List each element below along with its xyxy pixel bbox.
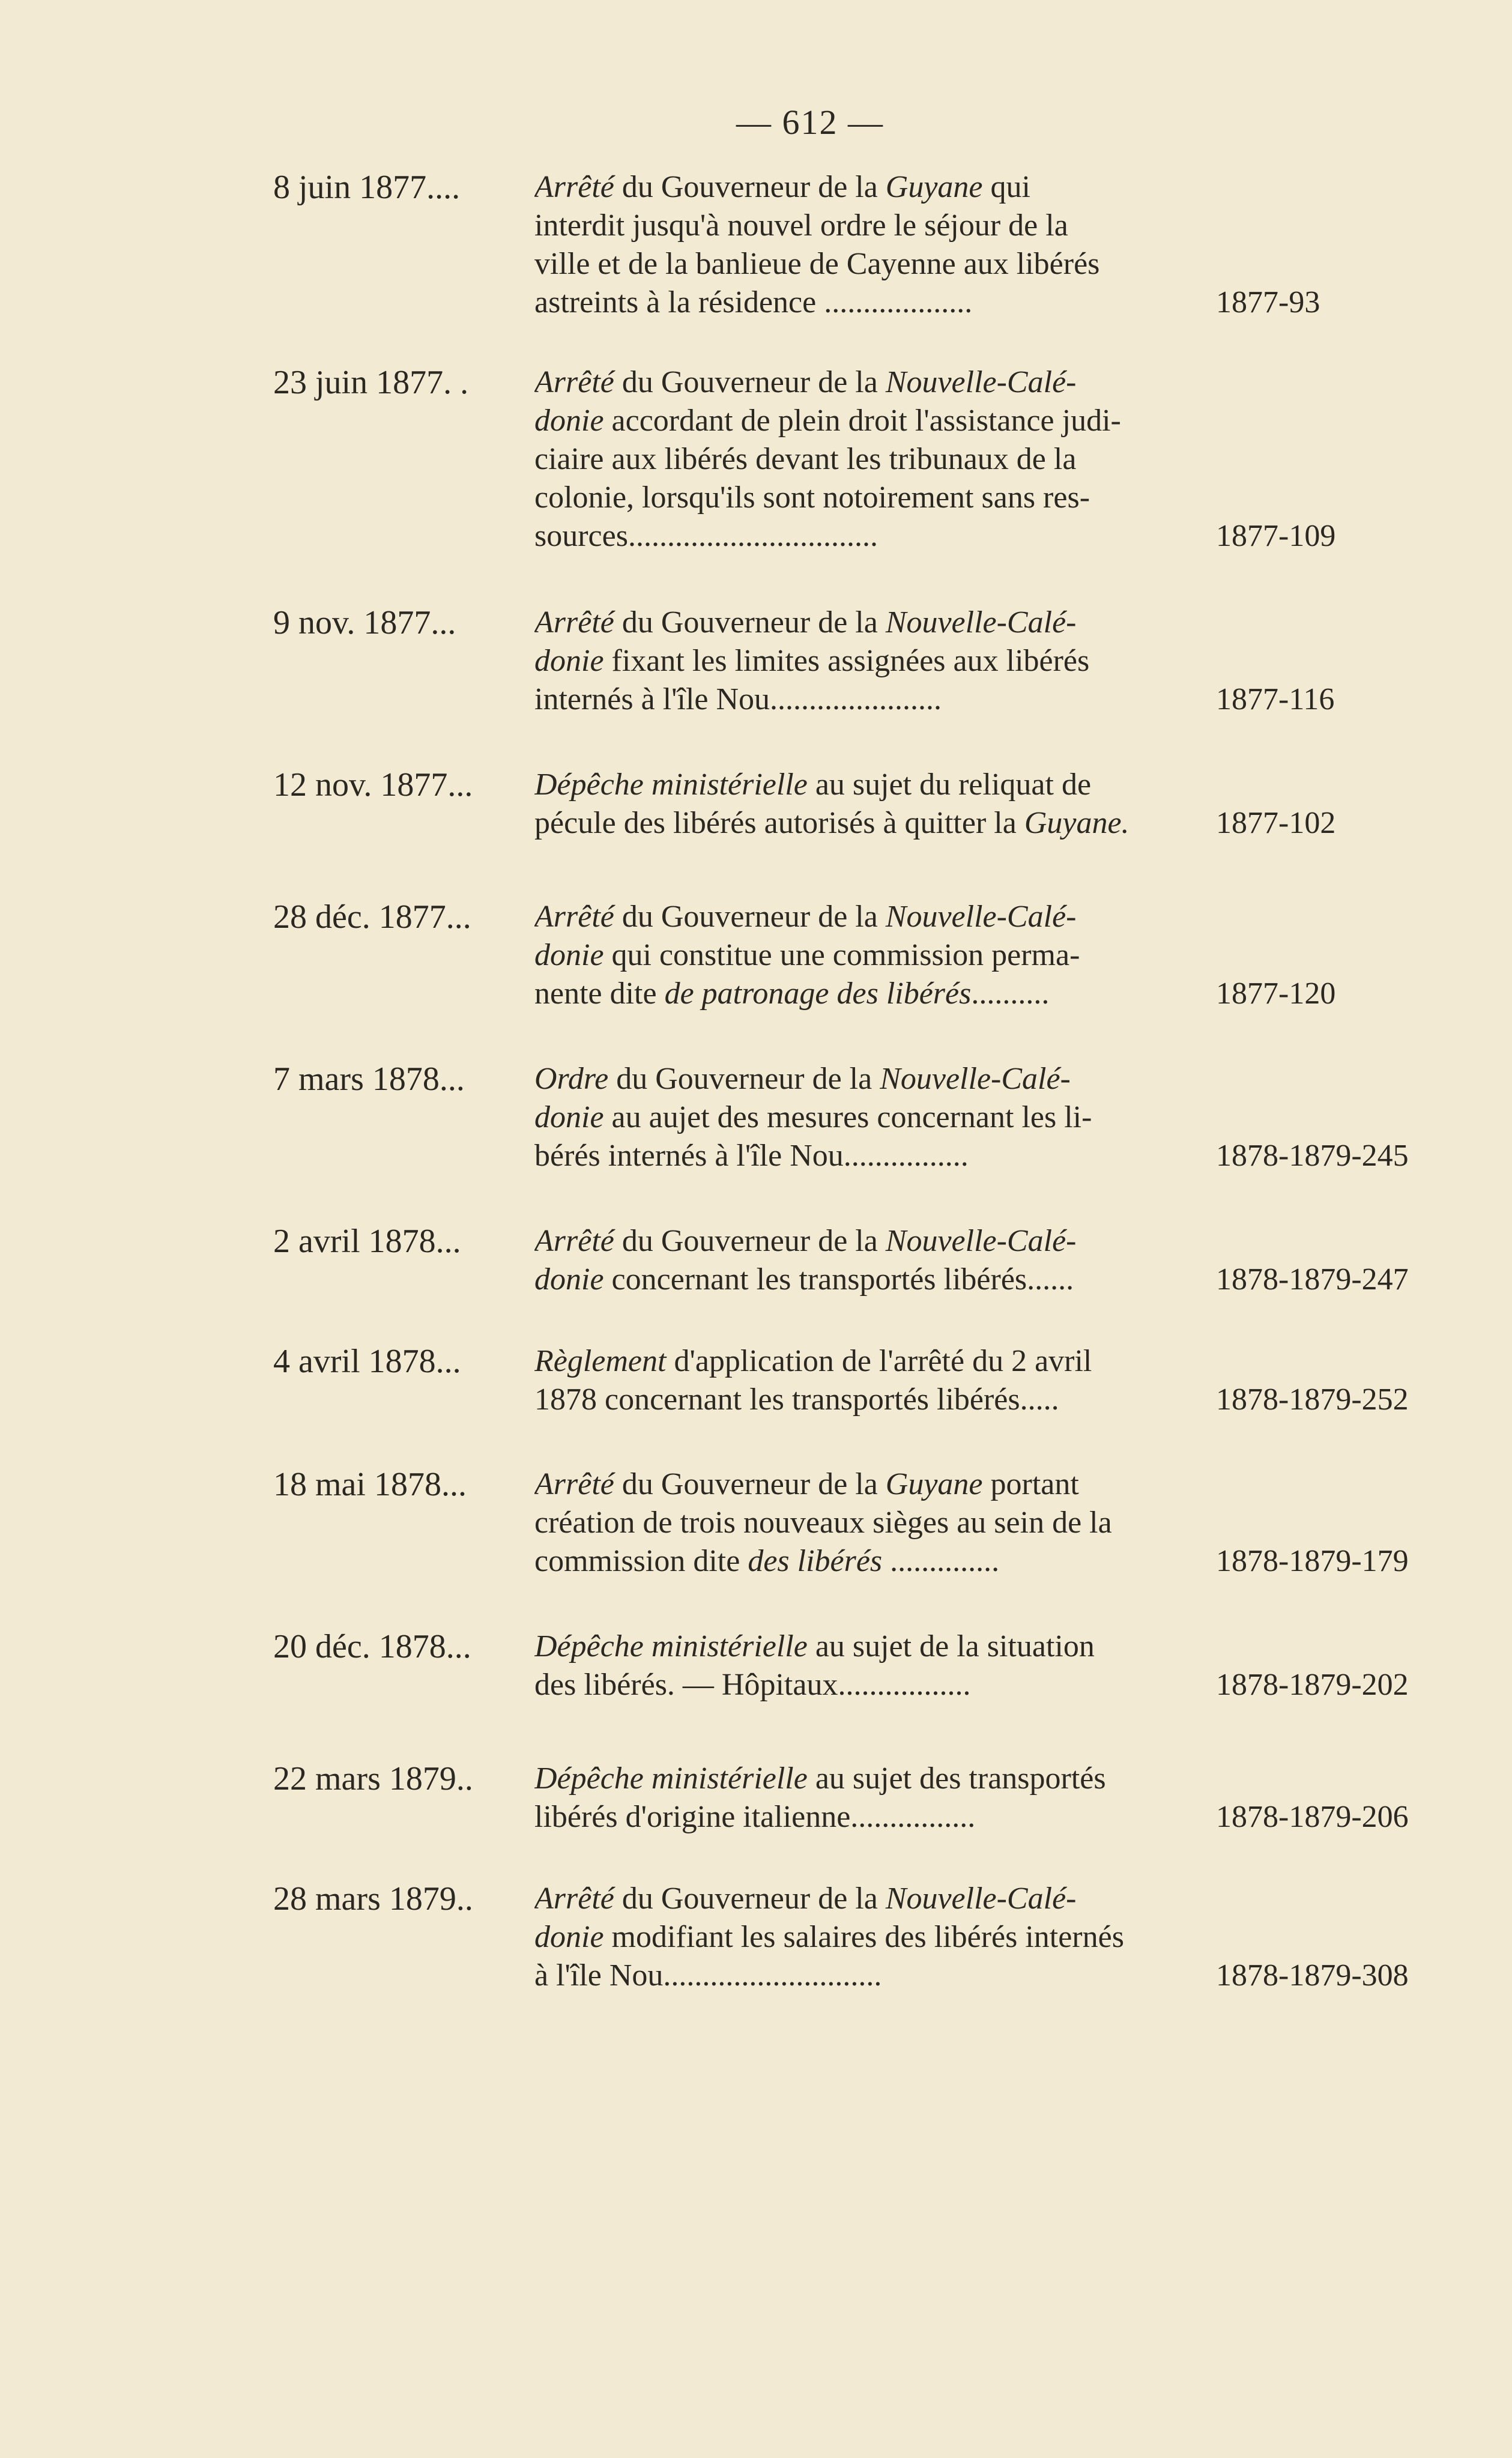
text: à l'île Nou............................ [534, 1958, 882, 1993]
text: concernant les transportés libérés...... [603, 1262, 1074, 1297]
description-line [534, 975, 1207, 1013]
text: du Gouverneur de la [614, 1467, 886, 1501]
entry-date: 18 mai 1878... [273, 1466, 467, 1503]
entry-date: 22 mars 1879.. [273, 1760, 473, 1797]
description-line [534, 1760, 1207, 1798]
description-line [534, 642, 1207, 680]
entry-reference: 1877-109 [1216, 519, 1336, 553]
text: du Gouverneur de la [614, 170, 886, 204]
text: commission dite [534, 1544, 748, 1578]
description-line [534, 283, 1207, 322]
entry-date: 2 avril 1878... [273, 1223, 461, 1260]
text: 1878 concernant les transportés libérés..... [534, 1382, 1059, 1417]
text: du Gouverneur de la [614, 1224, 886, 1258]
text: fixant les limites assignées aux libérés [603, 644, 1090, 678]
description-line [534, 402, 1207, 440]
text: libérés d'origine italienne................ [534, 1800, 976, 1834]
description-line [534, 1465, 1207, 1504]
entry-date: 8 juin 1877.... [273, 169, 461, 206]
text: d'application de l'arrêté du 2 avril [666, 1344, 1092, 1378]
text: au sujet du reliquat de [807, 767, 1092, 802]
entry-description [534, 1465, 1207, 1581]
italic-text: Arrêté [534, 170, 614, 204]
entry-reference: 1877-120 [1216, 976, 1336, 1011]
italic-text: Guyane. [1024, 806, 1129, 840]
entry-description [534, 1880, 1207, 1995]
description-line [534, 936, 1207, 975]
italic-text: Ordre [534, 1062, 609, 1096]
text: qui [982, 170, 1030, 204]
description-line [534, 1627, 1207, 1666]
description-line [534, 1666, 1207, 1704]
entry-reference: 1877-93 [1216, 285, 1320, 319]
entry-date: 28 mars 1879.. [273, 1880, 473, 1918]
text: du Gouverneur de la [614, 900, 886, 934]
entry-reference: 1877-116 [1216, 682, 1335, 716]
text: du Gouverneur de la [608, 1062, 880, 1096]
description-line [534, 1798, 1207, 1836]
italic-text: donie [534, 1262, 604, 1297]
entry-description [534, 1627, 1207, 1704]
text: bérés internés à l'île Nou................ [534, 1139, 969, 1173]
description-line [534, 1222, 1207, 1261]
italic-text: donie [534, 404, 604, 438]
entry-description [534, 168, 1207, 322]
italic-text: Nouvelle-Calé- [885, 1881, 1077, 1916]
italic-text: Dépêche ministérielle [534, 1761, 808, 1796]
text: nente dite [534, 976, 665, 1011]
entry-date: 28 déc. 1877... [273, 898, 471, 936]
text: .............. [882, 1544, 1000, 1578]
description-line [534, 245, 1207, 283]
entry-description [534, 1760, 1207, 1836]
italic-text: Nouvelle-Calé- [885, 605, 1077, 640]
description-line [534, 1261, 1207, 1299]
entry-reference: 1878-1879-179 [1216, 1544, 1409, 1578]
text: .......... [971, 976, 1050, 1011]
italic-text: donie [534, 1100, 604, 1134]
entry-reference: 1878-1879-247 [1216, 1262, 1409, 1297]
entry-reference: 1878-1879-245 [1216, 1139, 1409, 1173]
entry-date: 4 avril 1878... [273, 1343, 461, 1380]
description-line [534, 1918, 1207, 1957]
entry-description [534, 363, 1207, 555]
entry-reference: 1878-1879-206 [1216, 1800, 1409, 1834]
text: création de trois nouveaux sièges au sein de la [534, 1506, 1112, 1540]
text: au aujet des mesures concernant les li- [603, 1100, 1092, 1134]
italic-text: Nouvelle-Calé- [885, 1224, 1077, 1258]
description-line [534, 604, 1207, 642]
italic-text: de patronage des libérés [664, 976, 972, 1011]
text: du Gouverneur de la [614, 1881, 886, 1916]
entry-description [534, 898, 1207, 1013]
text: colonie, lorsqu'ils sont notoirement sans res- [534, 480, 1090, 515]
italic-text: Arrêté [534, 900, 614, 934]
italic-text: Règlement [534, 1344, 667, 1378]
description-line [534, 1504, 1207, 1542]
description-line [534, 1957, 1207, 1995]
entry-date: 23 juin 1877. . [273, 364, 469, 401]
description-line [534, 1098, 1207, 1137]
entry-date: 12 nov. 1877... [273, 766, 473, 804]
text: astreints à la résidence ................... [534, 285, 973, 319]
description-line [534, 1880, 1207, 1918]
entry-description [534, 766, 1207, 843]
italic-text: donie [534, 938, 604, 972]
entry-date: 7 mars 1878... [273, 1061, 465, 1098]
text: modifiant les salaires des libérés internés [603, 1920, 1124, 1954]
italic-text: Arrêté [534, 1224, 614, 1258]
description-line [534, 680, 1207, 719]
description-line [534, 207, 1207, 245]
page-number: — 612 — [736, 103, 884, 142]
text: du Gouverneur de la [614, 365, 886, 399]
text: interdit jusqu'à nouvel ordre le séjour de la [534, 208, 1068, 243]
italic-text: Arrêté [534, 605, 614, 640]
entry-date: 9 nov. 1877... [273, 604, 456, 641]
italic-text: Nouvelle-Calé- [880, 1062, 1071, 1096]
italic-text: donie [534, 1920, 604, 1954]
description-line [534, 479, 1207, 517]
entry-reference: 1877-102 [1216, 806, 1336, 840]
description-line [534, 1542, 1207, 1581]
description-line [534, 517, 1207, 555]
text: des libérés. — Hôpitaux................. [534, 1668, 971, 1702]
italic-text: Guyane [885, 170, 983, 204]
italic-text: des libérés [748, 1544, 883, 1578]
entry-reference: 1878-1879-308 [1216, 1958, 1409, 1993]
text: du Gouverneur de la [614, 605, 886, 640]
text: ciaire aux libérés devant les tribunaux de la [534, 442, 1077, 476]
text: portant [982, 1467, 1079, 1501]
text: ville et de la banlieue de Cayenne aux libérés [534, 247, 1100, 281]
italic-text: Guyane [885, 1467, 983, 1501]
text: accordant de plein droit l'assistance judi- [603, 404, 1121, 438]
italic-text: Arrêté [534, 1881, 614, 1916]
italic-text: Nouvelle-Calé- [885, 365, 1077, 399]
description-line [534, 766, 1207, 804]
italic-text: donie [534, 644, 604, 678]
description-line [534, 440, 1207, 479]
italic-text: Arrêté [534, 1467, 614, 1501]
entry-description [534, 1060, 1207, 1175]
entry-reference: 1878-1879-252 [1216, 1382, 1409, 1417]
text: au sujet des transportés [807, 1761, 1106, 1796]
entry-date: 20 déc. 1878... [273, 1628, 471, 1665]
description-line [534, 1137, 1207, 1175]
text: pécule des libérés autorisés à quitter la [534, 806, 1024, 840]
description-line [534, 804, 1207, 843]
description-line [534, 363, 1207, 402]
italic-text: Nouvelle-Calé- [885, 900, 1077, 934]
entry-reference: 1878-1879-202 [1216, 1668, 1409, 1702]
italic-text: Arrêté [534, 365, 614, 399]
description-line [534, 1342, 1207, 1381]
text: internés à l'île Nou...................... [534, 682, 942, 716]
text: sources................................ [534, 519, 878, 553]
description-line [534, 168, 1207, 207]
entry-description [534, 604, 1207, 719]
entry-description [534, 1222, 1207, 1299]
description-line [534, 1381, 1207, 1419]
italic-text: Dépêche ministérielle [534, 1629, 808, 1663]
text: qui constitue une commission perma- [603, 938, 1080, 972]
description-line [534, 898, 1207, 936]
text: au sujet de la situation [807, 1629, 1095, 1663]
description-line [534, 1060, 1207, 1098]
italic-text: Dépêche ministérielle [534, 767, 808, 802]
entry-description [534, 1342, 1207, 1419]
